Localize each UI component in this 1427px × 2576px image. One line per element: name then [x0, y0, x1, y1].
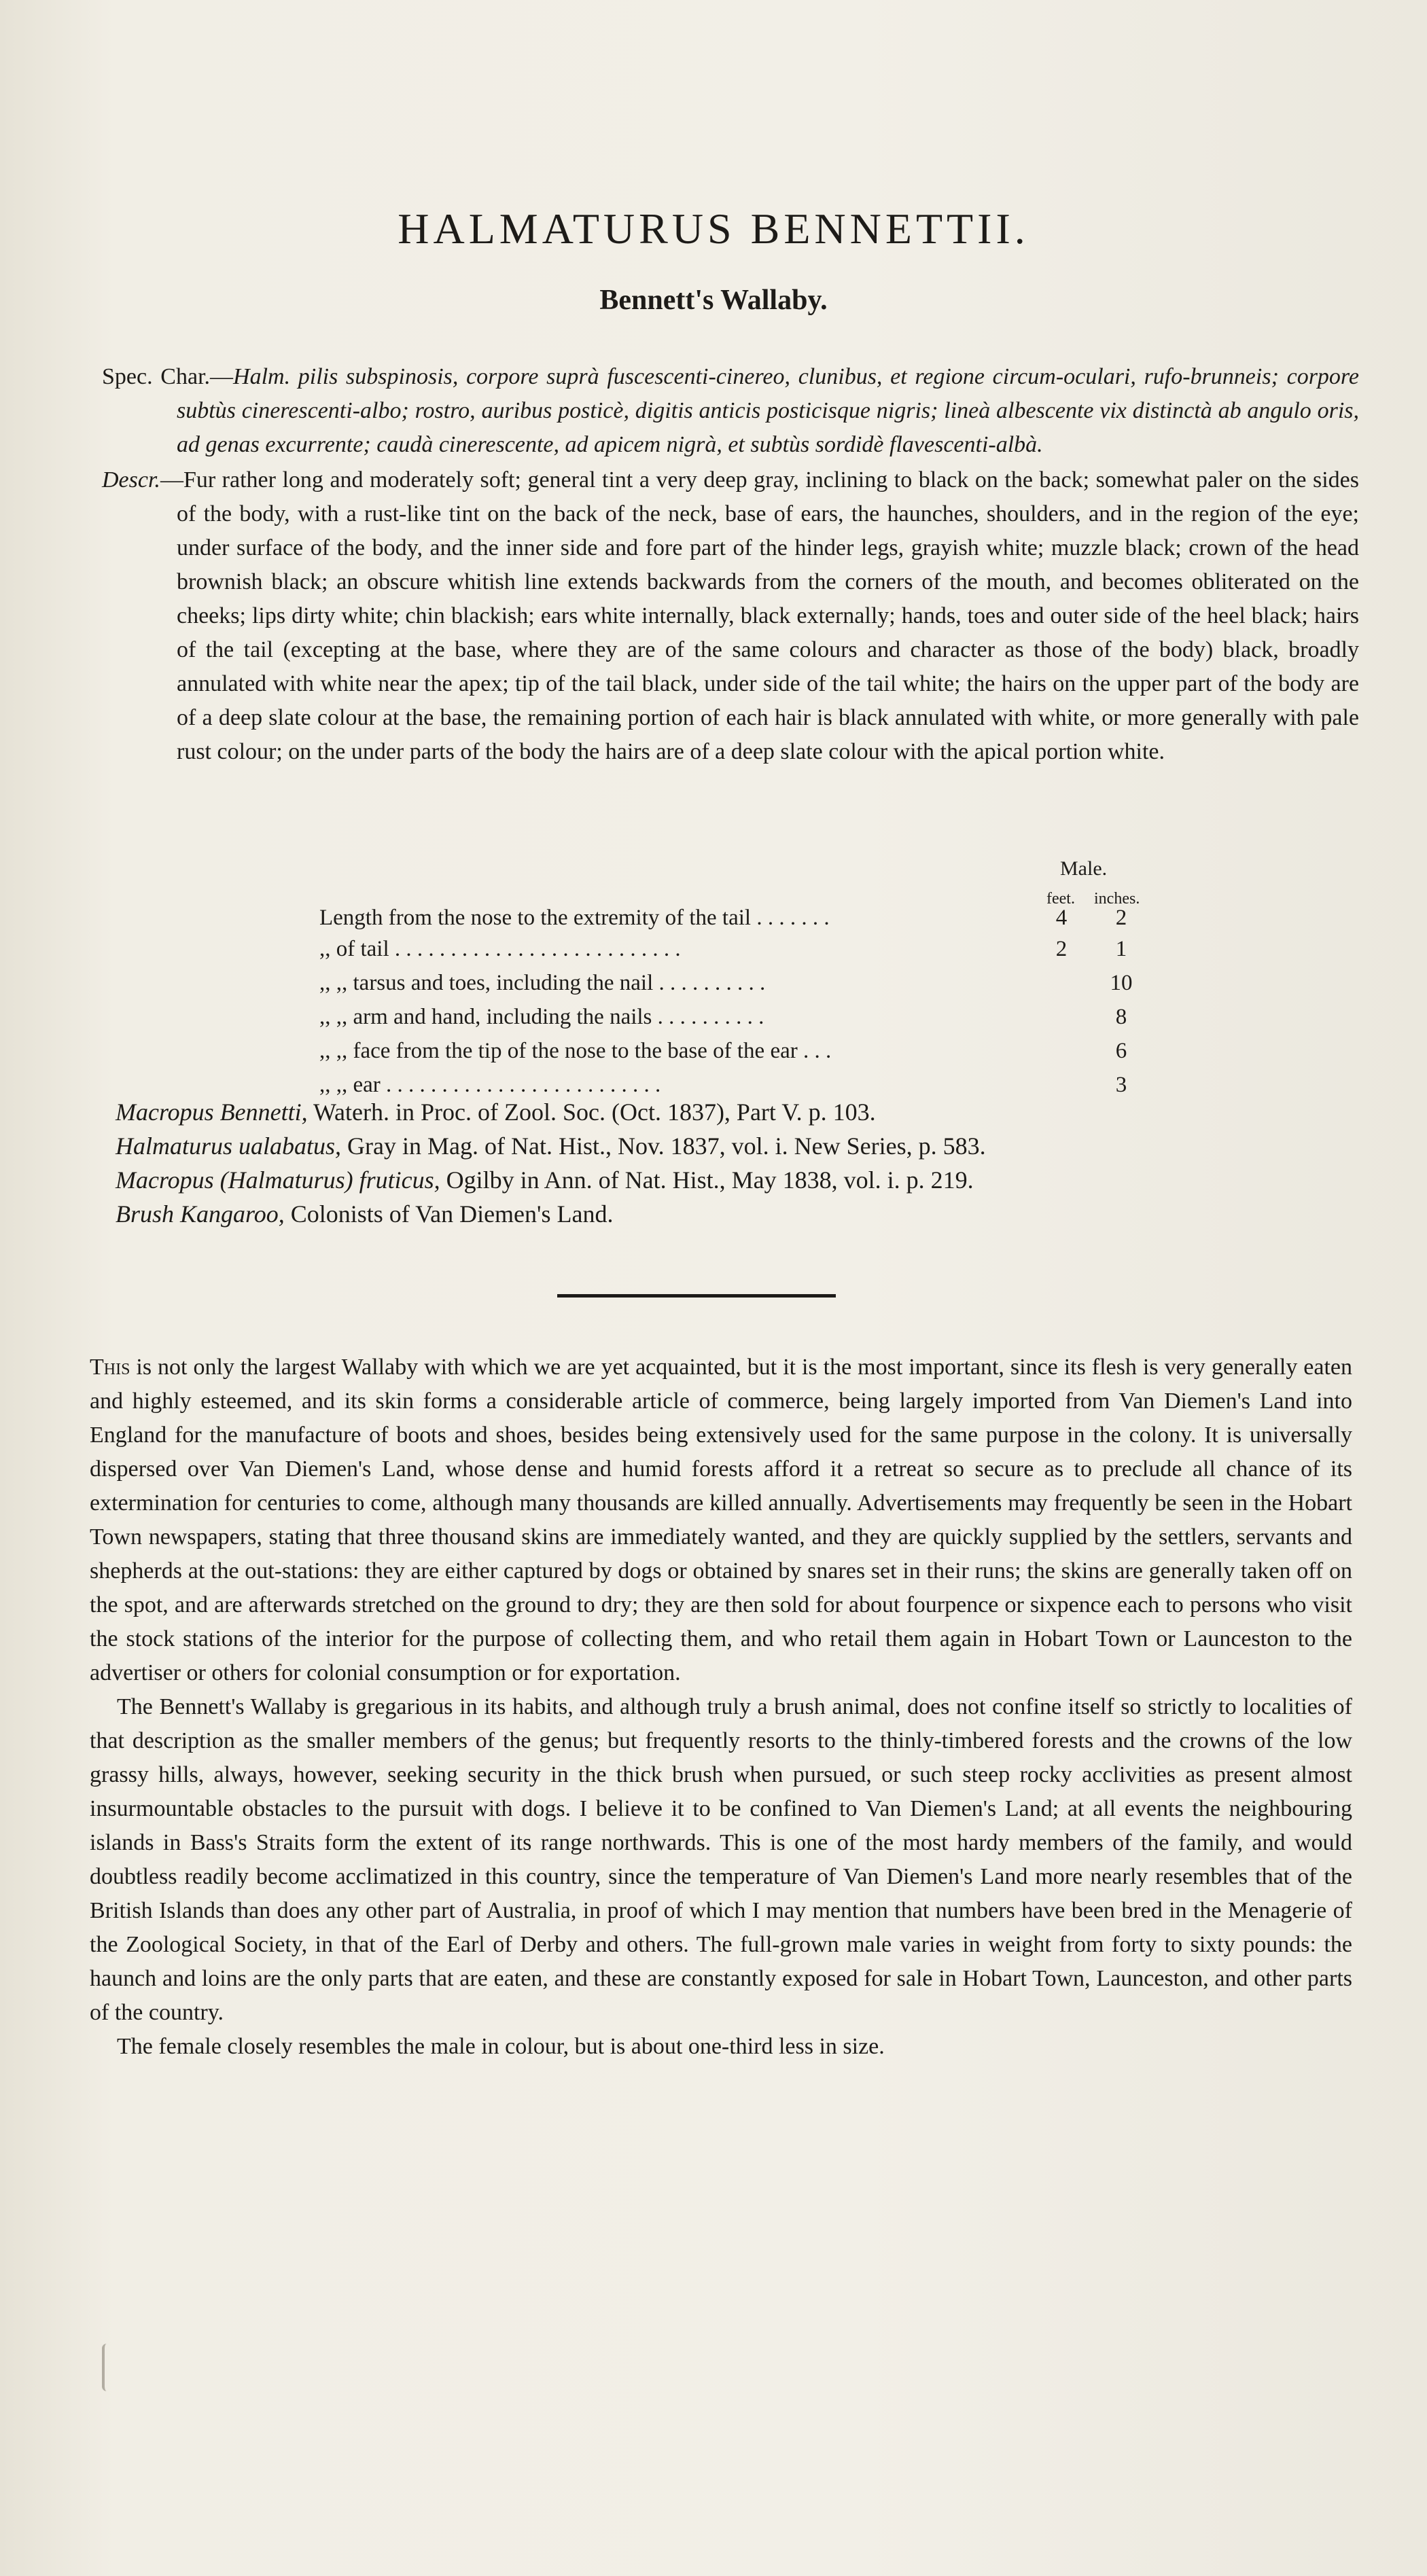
body-paragraph-text: is not only the largest Wallaby with which we are yet acquainted, but it is the most important, since its flesh is very generally eaten and highly esteemed, and its skin forms a considerable article of commerce, being largely imported from Van Diemen's Land into England for the manufacture of boots and shoes, besides being extensively used for the same purpose in the colony. It is universally dispersed over Van Diemen's Land, whose dense and humid forests afford it a retreat so secure as to preclude all chance of its extermination for centuries to come, although many thousands are killed annually. Advertisements may frequently be seen in the Hobart Town newspapers, stating that three thousand skins are immediately wanted, and they are quickly supplied by the settlers, servants and shepherds at the out-stations: they are either captured by dogs or obtained by snares set in their runs; the skins are generally taken off on the spot, and are afterwards stretched on the ground to dry; they are then sold for about fourpence or sixpence each to persons who visit the stock stations of the interior for the purpose of collecting them, and who retail them again in Hobart Town or Launceston to the advertiser or others for colonial consumption or for exportation.: [90, 1355, 1352, 1685]
measurement-row: [319, 1001, 1169, 1033]
spec-char-label: Spec. Char.—: [102, 364, 234, 389]
measurement-row: [319, 902, 1169, 933]
measurement-inches: 6: [1115, 1039, 1127, 1063]
synonym-name: Brush Kangaroo,: [116, 1200, 285, 1228]
synonym-name: Halmaturus ualabatus,: [116, 1132, 342, 1160]
measurement-label: Length from the nose to the extremity of the tail . . . . . . .: [319, 906, 830, 930]
descr-text: —Fur rather long and moderately soft; general tint a very deep gray, inclining to black on the back; somewhat paler on the sides of the body, with a rust-like tint on the back of the neck, base of ears, the haunches, shoulders, and in the region of the eye; under surface of the body, and the inner side and fore part of the hinder legs, grayish white; muzzle black; crown of the head brownish black; an obscure whitish line extends backwards from the corners of the mouth, and becomes obliterated on the cheeks; lips dirty white; chin blackish; ears white internally, black externally; hands, toes and outer side of the heel black; hairs of the tail (excepting at the base, where they are of the same colours and character as those of the body) black, broadly annulated with white near the apex; tip of the tail black, under side of the tail white; the hairs on the upper part of the body are of a deep slate colour at the base, the remaining portion of each hair is black annulated with white, or more generally with pale rust colour; on the under parts of the body the hairs are of a deep slate colour with the apical portion white.: [160, 467, 1359, 764]
synonym-reference: Ogilby in Ann. of Nat. Hist., May 1838, vol. i. p. 219.: [440, 1166, 974, 1194]
measurement-label: ,, ,, ear . . . . . . . . . . . . . . . . . . . . . . . . .: [319, 1073, 661, 1097]
synonym-line: [116, 1095, 876, 1129]
inches-heading: inches.: [1094, 890, 1140, 908]
measurement-label: ,, of tail . . . . . . . . . . . . . . . . . . . . . . . . . .: [319, 937, 681, 961]
measurement-inches: 1: [1115, 937, 1127, 961]
synonym-line: [116, 1197, 614, 1231]
synonym-reference: Waterh. in Proc. of Zool. Soc. (Oct. 1837), Part V. p. 103.: [307, 1098, 876, 1126]
synonym-line: [116, 1129, 986, 1163]
descr-label: Descr.: [102, 467, 160, 493]
common-name-subtitle: Bennett's Wallaby.: [599, 285, 828, 316]
feet-heading: feet.: [1046, 890, 1075, 908]
measurement-feet: 4: [1055, 906, 1068, 930]
section-divider: [557, 1294, 836, 1298]
measurement-label: ,, ,, tarsus and toes, including the nail . . . . . . . . . .: [319, 971, 766, 995]
measurement-inches: 10: [1110, 971, 1133, 995]
body-paragraph: The female closely resembles the male in colour, but is about one-third less in size.: [117, 2034, 885, 2059]
measurement-label: ,, ,, arm and hand, including the nails . . . . . . . . . .: [319, 1005, 764, 1029]
measurement-row: [319, 967, 1169, 999]
sex-heading: Male.: [1060, 857, 1108, 880]
measurement-feet: 2: [1055, 937, 1068, 961]
body-text: [90, 1350, 1352, 2064]
measurement-row: [319, 1035, 1169, 1067]
specific-character: [102, 360, 1359, 462]
species-title: HALMATURUS BENNETTII.: [398, 204, 1029, 253]
measurement-inches: 2: [1115, 906, 1127, 930]
measurement-inches: 8: [1115, 1005, 1127, 1029]
description: [102, 463, 1359, 769]
measurement-label: ,, ,, face from the tip of the nose to the base of the ear . . .: [319, 1039, 832, 1063]
synonym-line: [116, 1163, 974, 1197]
page-blemish-mark: [102, 2344, 111, 2391]
measurement-row: [319, 933, 1169, 965]
body-lead-word: This: [90, 1355, 130, 1380]
body-paragraph: The Bennett's Wallaby is gregarious in its habits, and although truly a brush animal, does not confine itself so strictly to localities of that description as the smaller members of the genus; but frequently resorts to the thinly-timbered forests and the crowns of the low grassy hills, always, however, seeking security in the thick brush when pursued, or such steep rocky acclivities as present almost insurmountable obstacles to the pursuit with dogs. I believe it to be confined to Van Diemen's Land; at all events the neighbouring islands in Bass's Straits form the extent of its range northwards. This is one of the most hardy members of the family, and would doubtless readily become acclimatized in this country, since the temperature of Van Diemen's Land more nearly resembles that of the British Islands than does any other part of Australia, in proof of which I may mention that numbers have been bred in the Menagerie of the Zoological Society, in that of the Earl of Derby and others. The full-grown male varies in weight from forty to sixty pounds: the haunch and loins are the only parts that are eaten, and these are constantly exposed for sale in Hobart Town, Launceston, and other parts of the country.: [90, 1694, 1352, 2025]
synonym-reference: Colonists of Van Diemen's Land.: [284, 1200, 614, 1228]
synonym-reference: Gray in Mag. of Nat. Hist., Nov. 1837, vol. i. New Series, p. 583.: [341, 1132, 986, 1160]
synonym-name: Macropus (Halmaturus) fruticus,: [116, 1166, 440, 1194]
measurement-inches: 3: [1115, 1073, 1127, 1097]
spec-char-text: Halm. pilis subspinosis, corpore suprà fuscescenti-cinereo, clunibus, et regione circum-oculari, rufo-brunneis; corpore subtùs cinerescenti-albo; rostro, auribus posticè, digitis anticis posticisque nigris; lineà albescente vix distinctà ab angulo oris, ad genas excurrente; caudà cinerescente, ad apicem nigrà, et subtùs sordidè flavescenti-albà.: [177, 364, 1359, 457]
body-paragraph: [90, 1350, 1352, 1690]
synonym-name: Macropus Bennetti,: [116, 1098, 308, 1126]
